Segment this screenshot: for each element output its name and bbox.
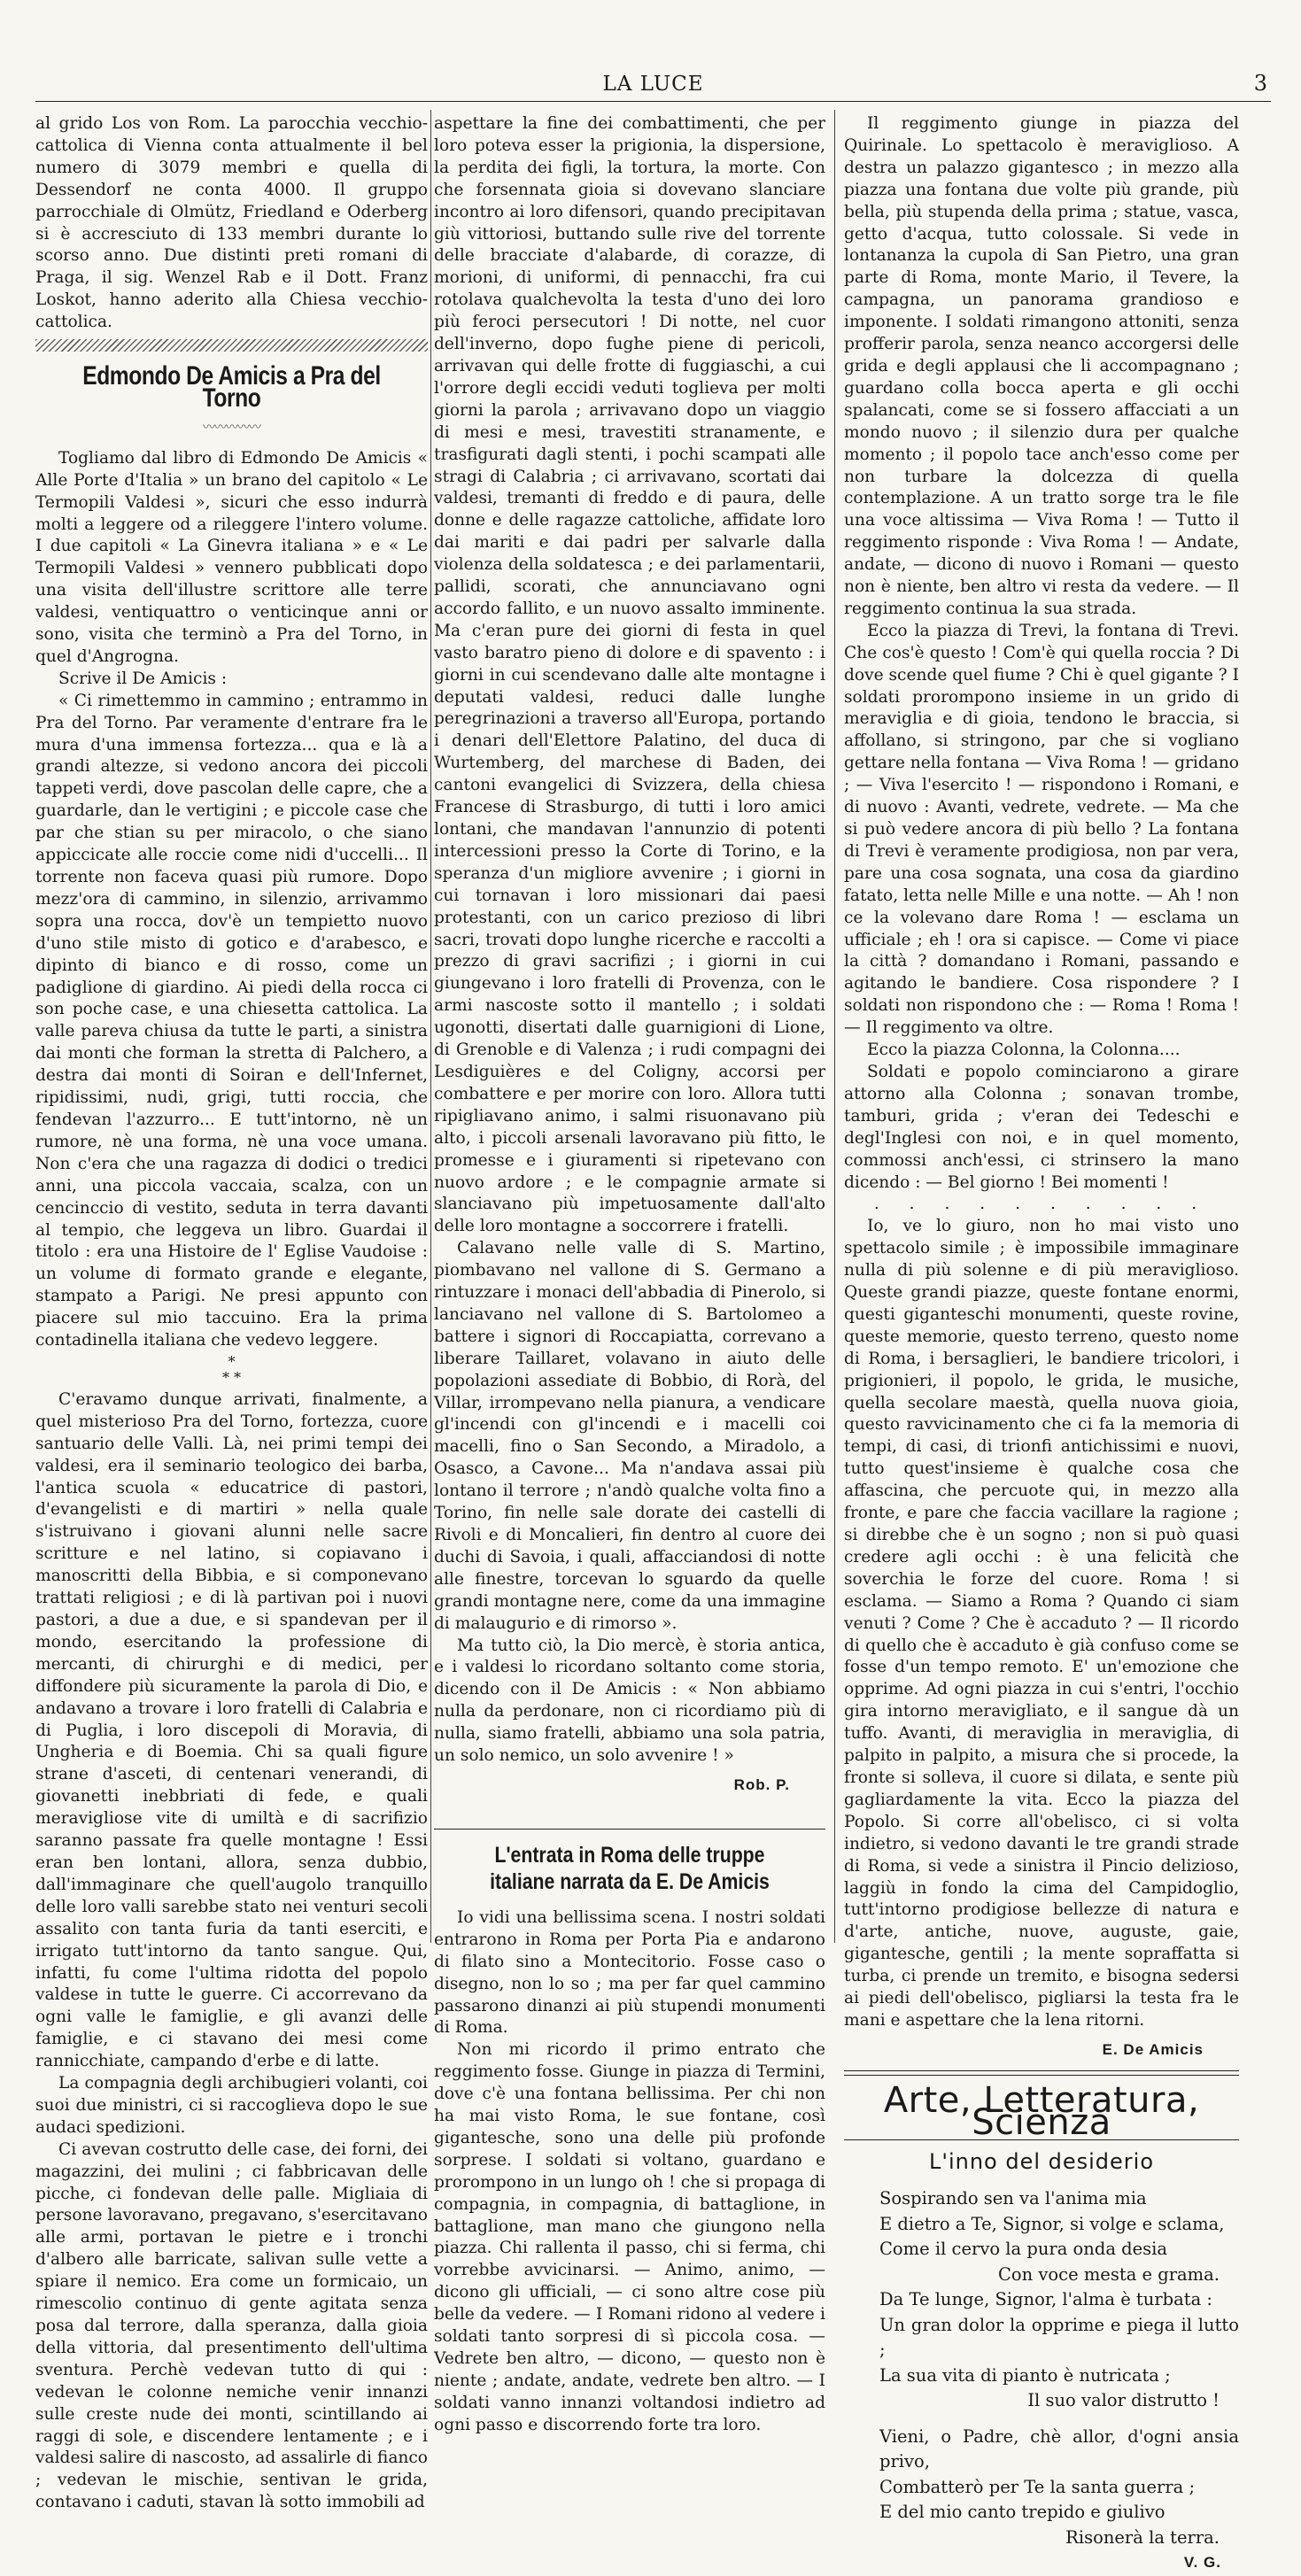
article-paragraph: C'eravamo dunque arrivati, finalmente, a quel misterioso Pra del Torno, fortezza, cuore santuario delle Valli. Là, nei primi tempi dei valdesi, era il seminario teologico dei barba, l'antica scuola « educatrice di pastori, d'evangelisti e di martiri » nella quale s'istruivano i giovani alunni nelle sacre scritture e nel latino, si copiavano i manoscritti della Bibbia, e si componevano trattati religiosi ; e di là partivan poi i nuovi pastori, a due a due, e si spandevan per il mondo, esercitando la professione di mercanti, di chirurghi e di medici, per diffondere più sicuramente la parola di Dio, e andavano a trovare i loro fratelli di Calabria e di Puglia, i loro discepoli di Moravia, di Ungheria e di Boemia. Chi sa quali figure strane d'asceti, di centenari venerandi, di giovanetti inebbriati di fede, e quali meravigliose vite di umiltà e di sacrifizio saranno passate fra quelle montagne ! Essi eran ben lontani, allora, senza dubbio, dall'immaginare che quell'augolo tranquillo delle loro valli sarebbe stato nei venturi secoli assalito con tanta furia da tanti eserciti, e irrigato tutt'intorno da tanto sangue. Qui, infatti, fu come l'ultima ridotta del popolo valdese in tutte le guerre. Ci accorrevano da ogni valle le famiglie, e gli avanzi delle famiglie, e ci stavano dei mesi come rannicchiate, campando d'erbe e di latte. <box>35 1389 428 2071</box>
poem-line: Con voce mesta e grama. <box>997 2263 1220 2285</box>
poem-line: Sospirando sen va l'anima mia <box>879 2188 1147 2209</box>
poem-line: Da Te lunge, Signor, l'alma è turbata : <box>879 2289 1212 2310</box>
section-divider <box>35 339 428 352</box>
page-header <box>35 69 1271 102</box>
section-divider <box>844 2075 1239 2076</box>
ellipsis-row: . . . . . . . . . . <box>873 1195 1210 1214</box>
column-rule-left <box>430 110 431 1943</box>
article-paragraph: Soldati e popolo cominciarono a girare attorno alla Colonna ; sonavan trombe, tamburi, grida ; v'eran dei Tedeschi e degl'Inglesi con noi, e in quel momento, commossi anch'essi, ci strinsero la mano dicendo : — Bel giorno ! Bei momenti ! <box>844 1062 1239 1192</box>
asterism: * * * <box>221 1352 242 1386</box>
poem-signature: V. G. <box>1183 2554 1221 2572</box>
poem-line: Un gran dolor la opprime e piega il lutto ; <box>879 2314 1239 2361</box>
article-signature: Rob. P. <box>733 1775 790 1793</box>
article-paragraph: Togliamo dal libro di Edmondo De Amicis « Alle Porte d'Italia » un brano del capitolo « Le Termopili Valdesi », sicuri che esso indurrà molti a leggere od a rileggere l'intero volume. I due capitoli « La Ginevra italiana » e « Le Termopili Valdesi » vennero pubblicati dopo una visita dell'illustre scrittore alle terre valdesi, ventiquattro o venticinque anni or sono, visita che terminò a Pra del Torno, in quel d'Angrogna. <box>35 448 428 666</box>
poem-line: Il suo valor distrutto ! <box>1027 2390 1220 2411</box>
poem-line: Vieni, o Padre, chè allor, d'ogni ansia privo, <box>879 2425 1239 2472</box>
article-paragraph: La compagnia degli archibugieri volanti, coi suoi due ministri, ci si raccoglieva dopo le sue audaci spedizioni. <box>35 2074 428 2137</box>
page-number: 3 <box>1253 71 1267 96</box>
poem-line: La sua vita di pianto è nutricata ; <box>879 2364 1171 2386</box>
section-divider <box>434 1829 825 1830</box>
poem-line: Combatterò per Te la santa guerra ; <box>879 2476 1196 2497</box>
article-paragraph: Ecco la piazza Colonna, la Colonna.... <box>867 1040 1181 1060</box>
article-paragraph: Io, ve lo giuro, non ho mai visto uno spettacolo simile ; è impossibile immaginare nulla di più solenne e di più meraviglioso. Queste grandi piazze, queste fontane enormi, questi giganteschi monumenti, queste rovine, queste memorie, questo terreno, questo nome di Roma, i bersaglieri, le bandiere tricolori, i prigionieri, il popolo, le grida, le musiche, quella secolare maestà, quella nuova gioia, questo ravvicinamento che ci fa la memoria di tempi, di casi, di trionfi antichissimi e nuovi, tutto quest'insieme è qualche cosa che affascina, che percuote qui, in mezzo alla fronte, e pare che faccia vacillare la ragione ; si direbbe che è un sogno ; non si può quasi credere agli occhi : è una felicità che soverchia le forze del cuore. Roma ! si esclama. — Siamo a Roma ? Quando ci siam venuti ? Come ? Che è accaduto ? — Il ricordo di quello che è accaduto è già confuso come se fosse d'un tempo remoto. E' un'emozione che opprime. Ad ogni piazza in cui s'entri, l'occhio gira intorno meravigliato, e il sangue dà un tuffo. Avanti, di meraviglia in meraviglia, di palpito in palpito, a misura che si procede, la fronte si solleva, il cuore si dilata, e sente più gagliardamente la vita. Ecco la piazza del Popolo. Si corre all'obelisco, ci si volta indietro, si vedono davanti le tre grandi strade di Roma, si vede a sinistra il Pincio delizioso, laggiù in fondo la cima del Campidoglio, tutt'intorno prodigiose bellezze di natura e d'arte, antiche, nuove, auguste, gaie, gigantesche, gentili ; la mente sopraffatta si turba, ci prende un tremito, e bisogna sedersi ai piedi dell'obelisco, pigliarsi la testa fra le mani e aspettare che la lena ritorni. <box>844 1217 1239 2030</box>
article-paragraph: Ecco la piazza di Trevi, la fontana di Trevi. Che cos'è questo ! Com'è qui quella roccia ? Di dove scende quel fiume ? Chi è quel gigante ? I soldati prorompono insieme in un grido di meraviglia e di gioia, tendono le braccia, si affollano, si stringono, par che si vogliano gettare nella fontana — Viva Roma ! — gridano ; — Viva l'esercito ! — rispondono i Romani, e di nuovo : Avanti, vedrete, vedrete. — Ma che si può vedere ancora di più bello ? La fontana di Trevi è veramente prodigiosa, non par vera, pare una cosa sognata, una cosa da giardino fatato, letta nelle Mille e una notte. — Ah ! non ce la volevano dare Roma ! — esclama un ufficiale ; eh ! ora si capisce. — Come vi piace la città ? domandano i Romani, passando e agitando le bandiere. Cosa rispondere ? I soldati non rispondono che : — Roma ! Roma ! — Il reggimento va oltre. <box>844 621 1239 1038</box>
article-paragraph: Non mi ricordo il primo entrato che reggimento fosse. Giunge in piazza di Termini, dove c'è una fontana bellissima. Per chi non ha mai visto Roma, le sue fontane, così gigantesche, sono una delle più profonde sorprese. I soldati si voltano, guardano e prorompono in un lungo oh ! che si propaga di compagnia, in compagnia, di battaglione, in battaglione, man mano che giungono nella piazza. Chi rallenta il passo, chi si ferma, chi vorrebbe avvicinarsi. — Animo, animo, — dicono gli ufficiali, — ci sono altre cose più belle da vedere. — I Romani ridono al vedere i soldati tanto sorpresi di sì piccola cosa. — Vedrete ben altro, — dicono, — questo non è niente ; andate, andate, vedrete ben altro. — I soldati vanno innanzi voltandosi indietro ad ogni passo e discorrendo forte tra loro. <box>434 2040 825 2434</box>
article-heading: Edmondo De Amicis a Pra del Torno <box>82 361 381 413</box>
column-3 <box>844 113 1239 2576</box>
article-paragraph: Scrive il De Amicis : <box>58 669 228 688</box>
section-title: Arte, Letteratura, Scienza <box>883 2079 1200 2143</box>
column-rule-right <box>834 110 835 1943</box>
article-paragraph: « Ci rimettemmo in cammino ; entrammo in Pra del Torno. Par veramente d'entrare fra le mura d'una immensa fortezza... qua e là a grandi altezze, si vedono ancora dei piccoli tappeti verdi, dove pascolan delle capre, che a guardarle, dan le vertigini ; e piccole case che par che stian su per miracolo, o che siano appiccicate alle roccie come nidi d'uccelli... Il torrente non faceva quasi più rumore. Dopo mezz'ora di cammino, in silenzio, arrivammo sopra una rocca, dov'è un tempietto nuovo d'uno stile misto di gotico e d'arabesco, e dipinto di bianco e di rosso, come un padiglione di giardino. Ai piedi della rocca ci son poche case, e una chiesetta cattolica. La valle pareva chiusa da tutte le parti, a sinistra dai monti che forman la stretta di Palchero, a destra dai monti di Soiran e dell'Infernet, ripidissimi, nudi, grigi, tutti roccia, che fendevan l'azzurro... E tutt'intorno, nè un rumore, nè una forma, nè una voce umana. Non c'era che una ragazza di dodici o tredici anni, una piccola vaccaia, scalza, con un cencinccio di vestito, seduta in terra davanti al tempio, che leggeva un libro. Guardai il titolo : era una Histoire de l' Eglise Vaudoise : un volume di formato grande e elegante, stampato a Parigi. Ne presi appunto con piacere sul mio taccuino. Era la prima contadinella italiana che vedevo leggere. <box>35 691 428 1350</box>
article-paragraph: Ma tutto ciò, la Dio mercè, è storia antica, e i valdesi lo ricordano soltanto come storia, dicendo con il De Amicis : « Non abbiamo nulla da perdonare, non ci ricordiamo più di nulla, siamo fratelli, abbiamo una sola patria, un solo nemico, un solo avvenire ! » <box>434 1636 825 1766</box>
poem <box>844 2186 1239 2576</box>
intro-paragraph: al grido Los von Rom. La parocchia vecchio-cattolica di Vienna conta attualmente il bel numero di 3079 membri e quella di Dessendorf ne conta 4000. Il gruppo parrocchiale di Olmütz, Friedland e Oderberg si è accresciuto di 133 membri durante lo scorso anno. Due distinti preti romani di Praga, il sig. Wenzel Rab e il Dott. Franz Loskot, hanno aderito alla Chiesa vecchio-cattolica. <box>35 114 428 332</box>
poem-line: E dietro a Te, Signor, si volge e sclama, <box>879 2213 1225 2234</box>
article-paragraph: Ci avevan costrutto delle case, dei forni, dei magazzini, dei mulini ; ci fabbricavan delle picche, ci fondevan delle palle. Migliaia di persone lavoravano, pregavano, s'esercitavano alle armi, portavan le pietre e i tronchi d'albero alle barricate, salivan sulle vette a spiare il nemico. Era come un formicaio, un rimescolio continuo di gente agitata senza posa dal terrore, dalla speranza, dalla gioia della vittoria, dal presentimento dell'ultima sventura. Perchè vedevan tutto di qui : vedevan le colonne nemiche venir innanzi sulle creste nude dei monti, scintillando ai raggi di sole, e discendere lentamente ; e i valdesi salire di nascosto, ad assalirle di fianco ; vedevan le mischie, sentivan le grida, contavano i caduti, stavan là sotto immobili ad <box>35 2139 428 2512</box>
poem-line: E del mio canto trepido e giulivo <box>879 2502 1165 2523</box>
heading-ornament: 〰〰〰〰〰 <box>203 420 260 435</box>
article-paragraph: Calavano nelle valle di S. Martino, piombavano nel vallone di S. Germano a rintuzzare i monaci dell'abbadia di Pinerolo, si lanciavano nel vallone di S. Bartolomeo a battere i signori di Roccapiatta, correvano a liberare Taillaret, volavano in aiuto delle popolazioni assediate di Bobbio, di Rorà, del Villar, irrompevano nella pianura, a vendicare gl'incendi con gl'incendi e i macelli coi macelli, fino o San Secondo, a Miradolo, a Osasco, a Cavone... Ma n'andava assai più lontano il terrore ; n'andò qualche volta fino a Torino, fin nelle sale dorate dei castelli di Rivoli e di Moncalieri, fin dentro al cuore dei duchi di Savoia, i quali, affacciandosi di notte alle finestre, torcevan lo sguardo da quelle grandi montagne nere, come da una immagine di malaugurio e di rimorso ». <box>434 1239 825 1633</box>
section-divider <box>844 2070 1239 2071</box>
newspaper-title: LA LUCE <box>602 73 704 96</box>
poem-line: Risonerà la terra. <box>1065 2526 1220 2548</box>
column-1 <box>35 113 428 2514</box>
article-paragraph: Il reggimento giunge in piazza del Quirinale. Lo spettacolo è meraviglioso. A destra un palazzo gigantesco ; in mezzo alla piazza una fontana due volte più grande, più bella, più stupenda della prima ; statue, vasca, getto d'acqua, tutto colossale. Si vede in lontananza la cupola di San Pietro, una gran parte di Roma, monte Mario, il Tevere, la campagna, un panorama grandioso e imponente. I soldati rimangono attoniti, senza profferir parola, senza neanco accorgersi delle grida e degli applausi che li accompagnano ; guardano colla bocca aperta e gli occhi spalancati, come se si fossero affacciati a un mondo nuovo ; il silenzio dura per qualche momento ; il popolo tace anch'esso come per non turbare la dolcezza di quella contemplazione. A un tratto sorge tra le file una voce altissima — Viva Roma ! — Tutto il reggimento risponde : Viva Roma ! — Andate, andate, — dicono di nuovo i Romani — questo non è niente, ben altro vi resta da vedere. — Il reggimento continua la sua strada. <box>844 114 1239 618</box>
article-paragraph: Io vidi una bellissima scena. I nostri soldati entrarono in Roma per Porta Pia e andarono di filato sino a Montecitorio. Fosse caso o disegno, non lo so ; ma per far quel cammino passarono dinanzi ai più stupendi monumenti di Roma. <box>434 1907 825 2038</box>
column-2 <box>434 113 825 2437</box>
poem-title: L'inno del desiderio <box>928 2148 1155 2174</box>
article-paragraph: aspettare la fine dei combattimenti, che per loro poteva esser la prigionia, la dispersione, la perdita dei figli, la tortura, la morte. Con che forsennata gioia si dovevano slanciare incontro ai loro difensori, quando precipitavan giù vittoriosi, buttando sulle rive del torrente delle bracciate d'alabarde, di corazze, di morioni, di uniformi, di pennacchi, fra cui rotolava qualchevolta la testa d'uno dei loro più feroci persecutori ! Di notte, nel cuor dell'inverno, dopo fughe piene di pericoli, arrivavan qui delle frotte di fuggiaschi, a cui l'orrore degli eccidi veduti toglieva per molti giorni la parola ; arrivavano dopo un viaggio di mesi e mesi, travestiti stranamente, e trasfigurati dagli stenti, i pochi scampati alle stragi di Calabria ; ci arrivavano, scortati dai valdesi, tremanti di freddo e di paura, delle donne e delle ragazze cattoliche, affidate loro dai mariti e dai padri per salvarle dalla violenza della soldatesca ; e dei parlamentarii, pallidi, scorati, che annunciavano ogni accordo fallito, e un nuovo assalto imminente. Ma c'eran pure dei giorni di festa in quel vasto baratro pieno di dolore e di spavento : i giorni in cui scendevano dalle alte montagne i deputati valdesi, reduci dalle lunghe peregrinazioni a traverso all'Europa, portando i denari dell'Elettore Palatino, del duca di Wurtemberg, del marchese di Baden, dei cantoni evangelici di Svizzera, della chiesa Francese di Strasburgo, di tutti i loro amici lontani, che mandavan l'annunzio di potenti intercessioni presso la Corte di Torino, e la speranza d'un migliore avvenire ; i giorni in cui tornavan i loro missionari dai paesi protestanti, con un carico prezioso di libri sacri, trovati dopo lunghe ricerche e raccolti a prezzo di gravi sacrifizi ; i giorni in cui giungevano i loro fratelli di Provenza, con le armi nascoste sotto il mantello ; i soldati ugonotti, disertati dalle guarnigioni di Lione, di Grenoble e di Valenza ; i rudi compagni dei Lesdiguières e del Coligny, accorsi per combattere e per morire con loro. Allora tutti ripigliavano animo, i salmi risuonavano più alto, i piccoli arsenali lavoravano più fitto, le promesse e i giuramenti si ripetevano con nuovo ardore ; e le compagnie armate si slanciavano più impetuosamente dall'alto delle loro montagne a soccorrere i fratelli. <box>434 114 825 1236</box>
poem-line: Come il cervo la pura onda desia <box>879 2239 1168 2260</box>
article-heading: L'entrata in Roma delle truppe italiane narrata da E. De Amicis <box>490 1842 770 1894</box>
article-signature: E. De Amicis <box>1102 2040 1204 2058</box>
section-divider <box>844 2139 1239 2140</box>
